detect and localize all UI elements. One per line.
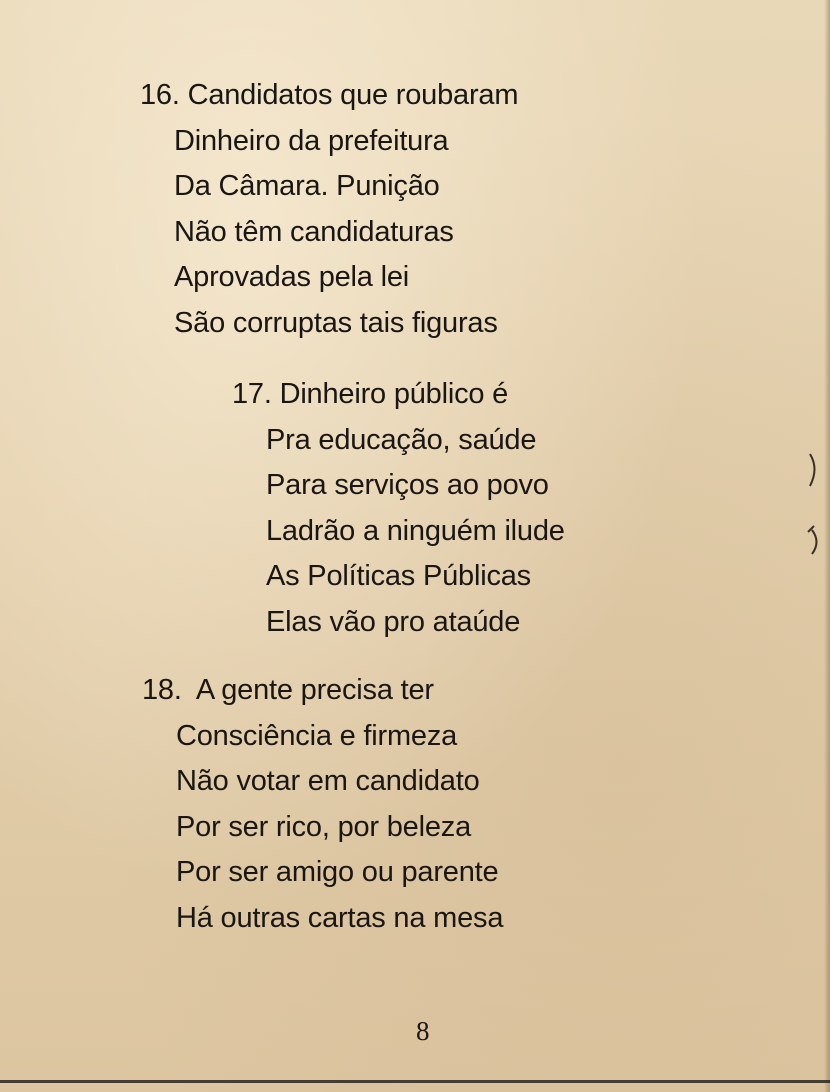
stanza-17-line-4: Ladrão a ninguém ilude: [266, 514, 565, 547]
stanza-16-line-1: 16. Candidatos que roubaram: [140, 79, 519, 111]
page-edge-shadow: [824, 0, 830, 1092]
stanza-18: [142, 668, 503, 941]
page-bottom-edge: [0, 1080, 830, 1083]
stanza-17-line-6: Elas vão pro ataúde: [266, 605, 521, 638]
stanza-18-line-2: Consciência e firmeza: [176, 719, 458, 752]
staple-mark-icon: [804, 520, 822, 560]
staple-mark-icon: [804, 450, 822, 490]
stanza-16: [140, 73, 518, 346]
stanza-18-line-4: Por ser rico, por beleza: [176, 810, 471, 843]
stanza-17-line-5: As Políticas Públicas: [266, 560, 531, 592]
stanza-17: [232, 372, 565, 645]
page-number: 8: [416, 1016, 430, 1046]
stanza-16-line-5: Aprovadas pela lei: [174, 261, 409, 293]
stanza-17-line-1: 17. Dinheiro público é: [232, 378, 509, 410]
stanza-17-line-2: Pra educação, saúde: [266, 423, 537, 456]
stanza-16-line-4: Não têm candidaturas: [174, 215, 454, 248]
stanza-18-line-5: Por ser amigo ou parente: [176, 856, 499, 888]
stanza-18-line-1: 18. A gente precisa ter: [142, 674, 434, 706]
stanza-16-line-3: Da Câmara. Punição: [174, 170, 440, 202]
stanza-18-line-6: Há outras cartas na mesa: [176, 901, 504, 934]
stanza-17-line-3: Para serviços ao povo: [266, 469, 549, 501]
stanza-16-line-2: Dinheiro da prefeitura: [174, 124, 449, 157]
stanza-18-line-3: Não votar em candidato: [176, 765, 480, 797]
stanza-16-line-6: São corruptas tais figuras: [174, 306, 498, 339]
